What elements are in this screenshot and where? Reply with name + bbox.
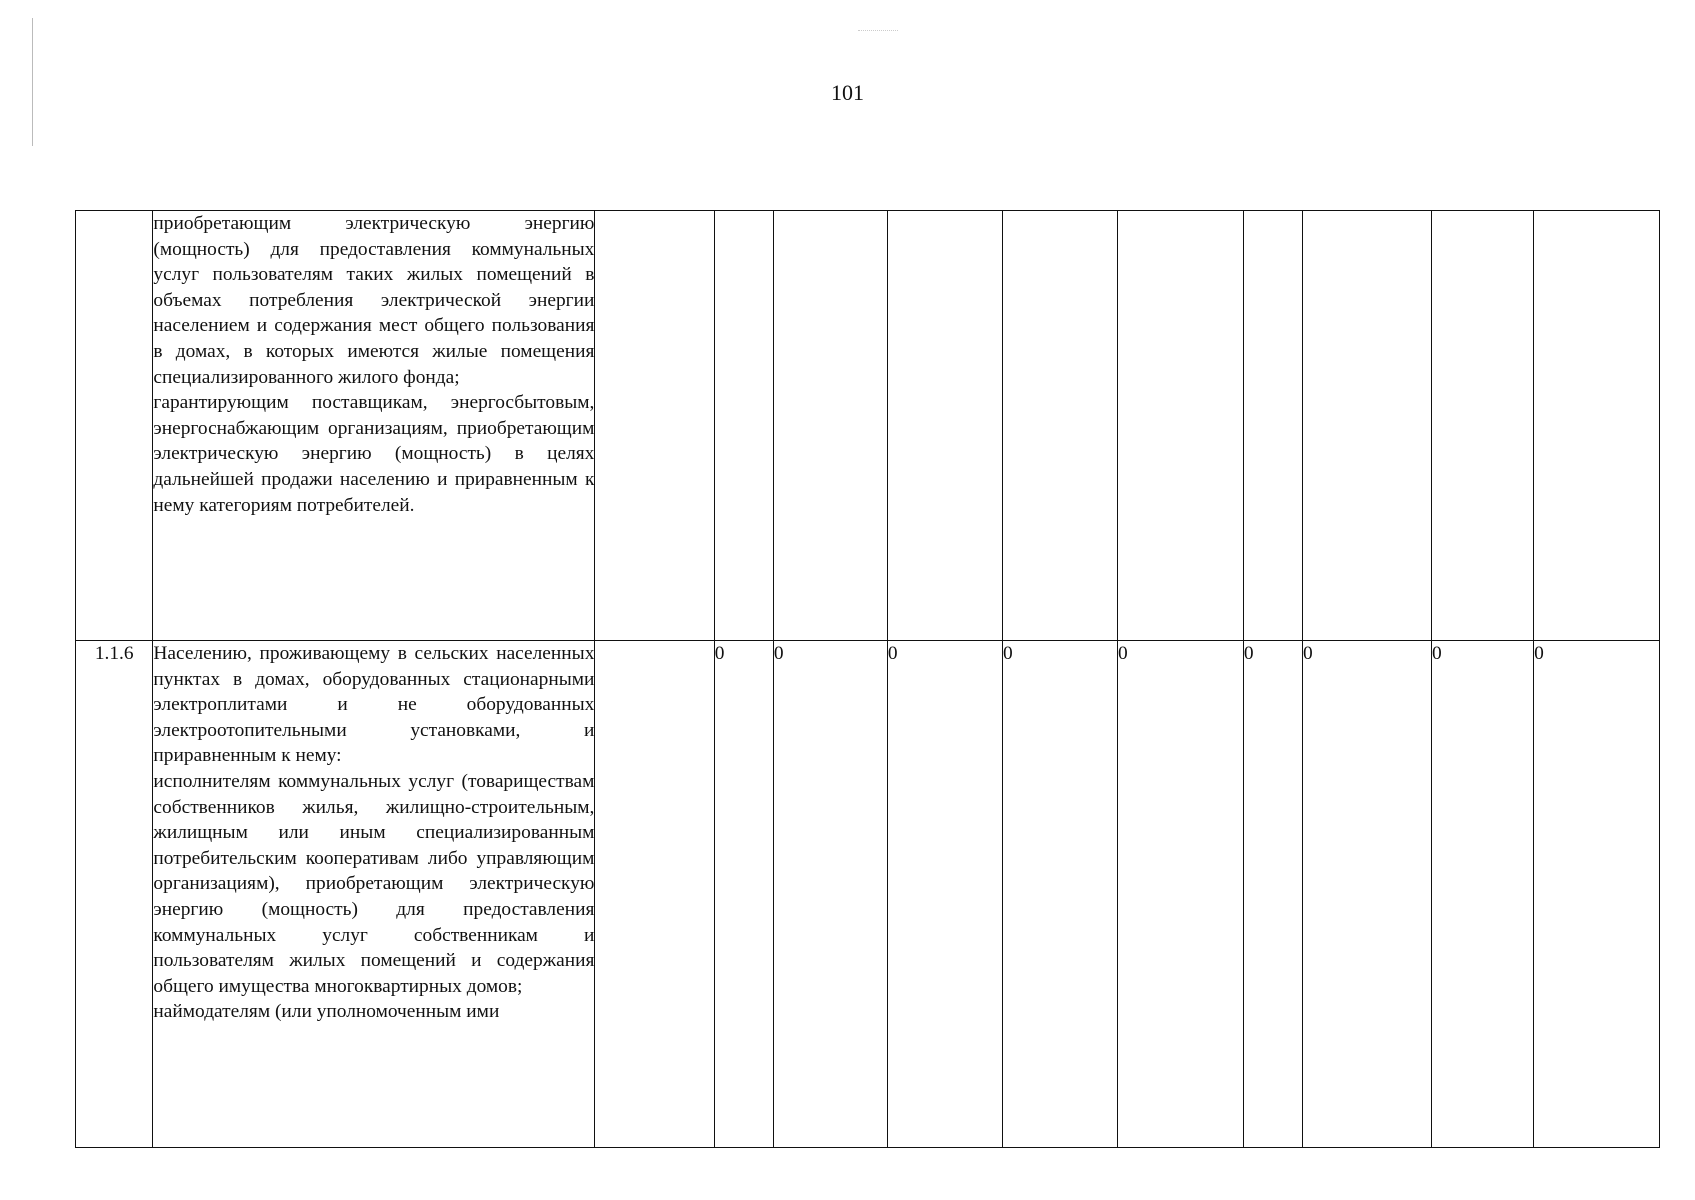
description-paragraph: исполнителям коммунальных услуг (товариществам собственников жилья, жилищно-строительным, жилищным или иным специализированным потребительским кооперативам либо управляющим организациям), приобретающим электрическую энергию (мощность) для предоставления коммунальных услуг собственникам и пользователям жилых помещений и содержания общего имущества многоквартирных домов;: [153, 770, 595, 997]
tariff-table: [75, 210, 1660, 1148]
value-cell: 0: [1431, 641, 1533, 1148]
value-cell: [1002, 211, 1117, 641]
value-cell: 0: [1302, 641, 1431, 1148]
value-cell: [714, 211, 773, 641]
value-cell: 0: [714, 641, 773, 1148]
value-cell: [1118, 211, 1244, 641]
description-paragraph: Населению, проживающему в сельских населенных пунктах в домах, оборудованных стационарными электроплитами и не оборудованных электроотопительными установками, и приравненным к нему:: [153, 643, 595, 767]
value-cell: 0: [1002, 641, 1117, 1148]
value-cell: [887, 211, 1002, 641]
description-cell: [153, 641, 595, 1148]
value-cell: [1243, 211, 1302, 641]
value-cell: 0: [1534, 641, 1660, 1148]
value-cell: [595, 641, 714, 1148]
description-paragraph: приобретающим электрическую энергию (мощность) для предоставления коммунальных услуг пользователям таких жилых помещений в объемах потребления электрической энергии населением и содержания мест общего пользования в домах, в которых имеются жилые помещения специализированного жилого фонда;: [153, 213, 595, 388]
value-cell: [1534, 211, 1660, 641]
description-paragraph: наймодателям (или уполномоченным ими: [153, 1001, 500, 1023]
value-cell: [1431, 211, 1533, 641]
description-paragraph: гарантирующим поставщикам, энергосбытовым, энергоснабжающим организациям, приобретающим электрическую энергию (мощность) в целях дальнейшей продажи населению и приравненным к нему категориям потребителей.: [153, 392, 595, 516]
row-number-cell: [76, 211, 153, 641]
table-row: [76, 211, 1660, 641]
value-cell: 0: [1243, 641, 1302, 1148]
scan-artifact: [858, 30, 898, 34]
page-number: 101: [831, 80, 864, 105]
value-cell: [1302, 211, 1431, 641]
row-number-cell: 1.1.6: [76, 641, 153, 1148]
value-cell: 0: [1118, 641, 1244, 1148]
value-cell: 0: [887, 641, 1002, 1148]
value-cell: [773, 211, 887, 641]
value-cell: [595, 211, 714, 641]
description-cell: [153, 211, 595, 641]
table-row: [76, 641, 1660, 1148]
value-cell: 0: [773, 641, 887, 1148]
